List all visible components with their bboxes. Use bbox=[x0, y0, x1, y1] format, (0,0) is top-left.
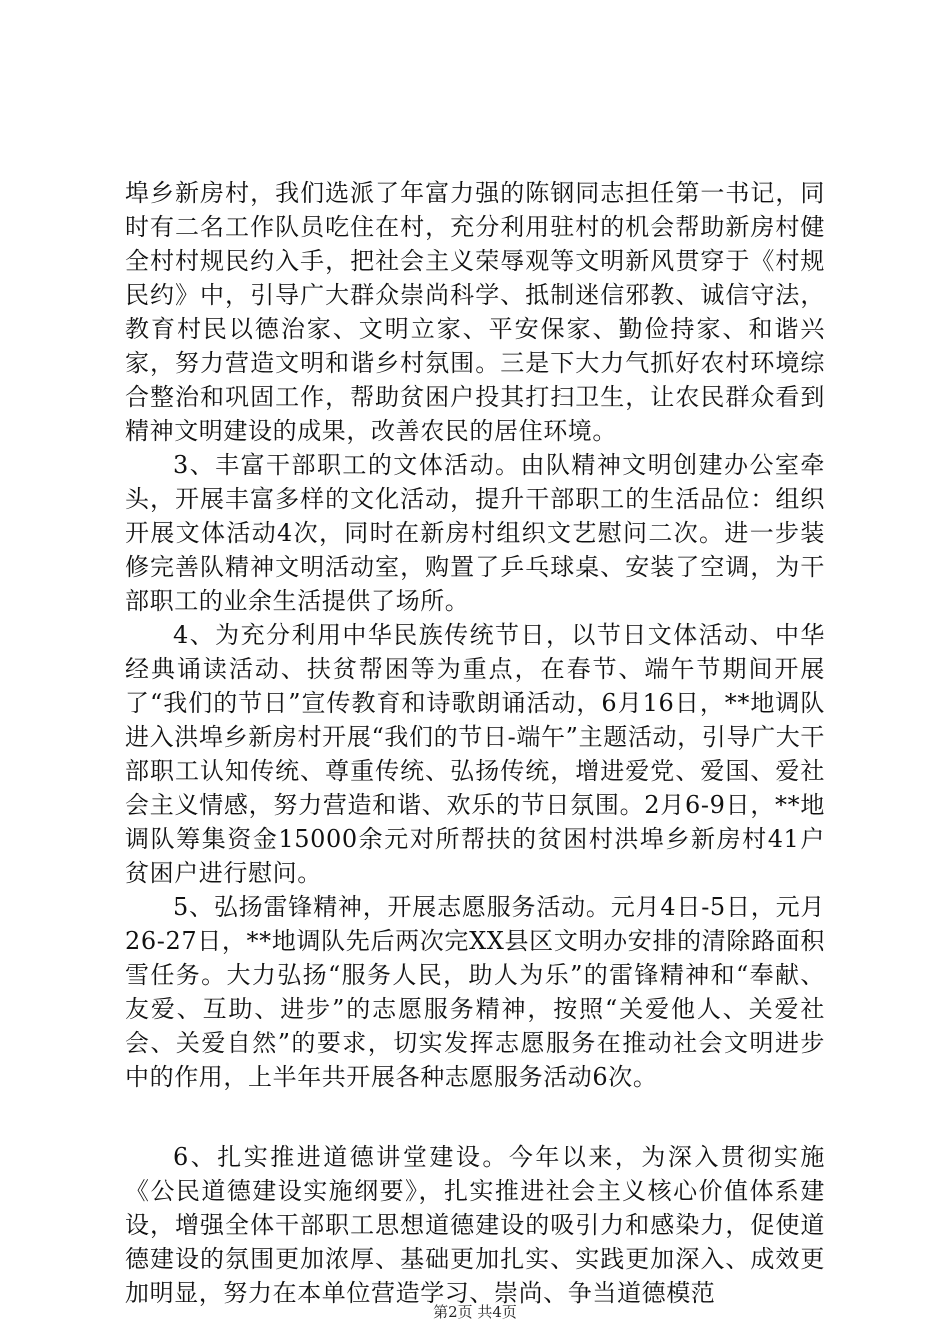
paragraph-item-6: 6、扎实推进道德讲堂建设。今年以来，为深入贯彻实施《公民道德建设实施纲要》，扎实推进社会主义核心价值体系建设，增强全体干部职工思想道德建设的吸引力和感染力，促使道德建设的氛围更加浓厚、基础更加扎实、实践更加深入、成效更加明显，努力在本单位营造学习、崇尚、争当道德模范 bbox=[125, 1143, 825, 1307]
paragraph-item-5: 5、弘扬雷锋精神，开展志愿服务活动。元月4日-5日，元月26-27日，**地调队先后两次完XX县区文明办安排的清除路面积雪任务。大力弘扬“服务人民，助人为乐”的雷锋精神和“奉献、友爱、互助、进步”的志愿服务精神，按照“关爱他人、关爱社会、关爱自然”的要求，切实发挥志愿服务在推动社会文明进步中的作用，上半年共开展各种志愿服务活动6次。 bbox=[125, 893, 825, 1091]
paragraph-item-3: 3、丰富干部职工的文体活动。由队精神文明创建办公室牵头，开展丰富多样的文化活动，提升干部职工的生活品位：组织开展文体活动4次，同时在新房村组织文艺慰问二次。进一步装修完善队精神文明活动室，购置了乒乓球桌、安装了空调，为干部职工的业余生活提供了场所。 bbox=[125, 451, 825, 615]
paragraph-continuation: 埠乡新房村，我们选派了年富力强的陈钢同志担任第一书记，同时有二名工作队员吃住在村，充分利用驻村的机会帮助新房村健全村村规民约入手，把社会主义荣辱观等文明新风贯穿于《村规民约》中，引导广大群众崇尚科学、抵制迷信邪教、诚信守法，教育村民以德治家、文明立家、平安保家、勤俭持家、和谐兴家，努力营造文明和谐乡村氛围。三是下大力气抓好农村环境综合整治和巩固工作，帮助贫困户投其打扫卫生，让农民群众看到精神文明建设的成果，改善农民的居住环境。 bbox=[125, 179, 825, 445]
document-body bbox=[125, 176, 825, 1310]
page-number-footer: 第2页 共4页 bbox=[433, 1303, 517, 1321]
paragraph-item-4: 4、为充分利用中华民族传统节日，以节日文体活动、中华经典诵读活动、扶贫帮困等为重点，在春节、端午节期间开展了“我们的节日”宣传教育和诗歌朗诵活动，6月16日，**地调队进入洪埠乡新房村开展“我们的节日-端午”主题活动，引导广大干部职工认知传统、尊重传统、弘扬传统，增进爱党、爱国、爱社会主义情感，努力营造和谐、欢乐的节日氛围。2月6-9日，**地调队筹集资金15000余元对所帮扶的贫困村洪埠乡新房村41户贫困户进行慰问。 bbox=[125, 621, 825, 887]
